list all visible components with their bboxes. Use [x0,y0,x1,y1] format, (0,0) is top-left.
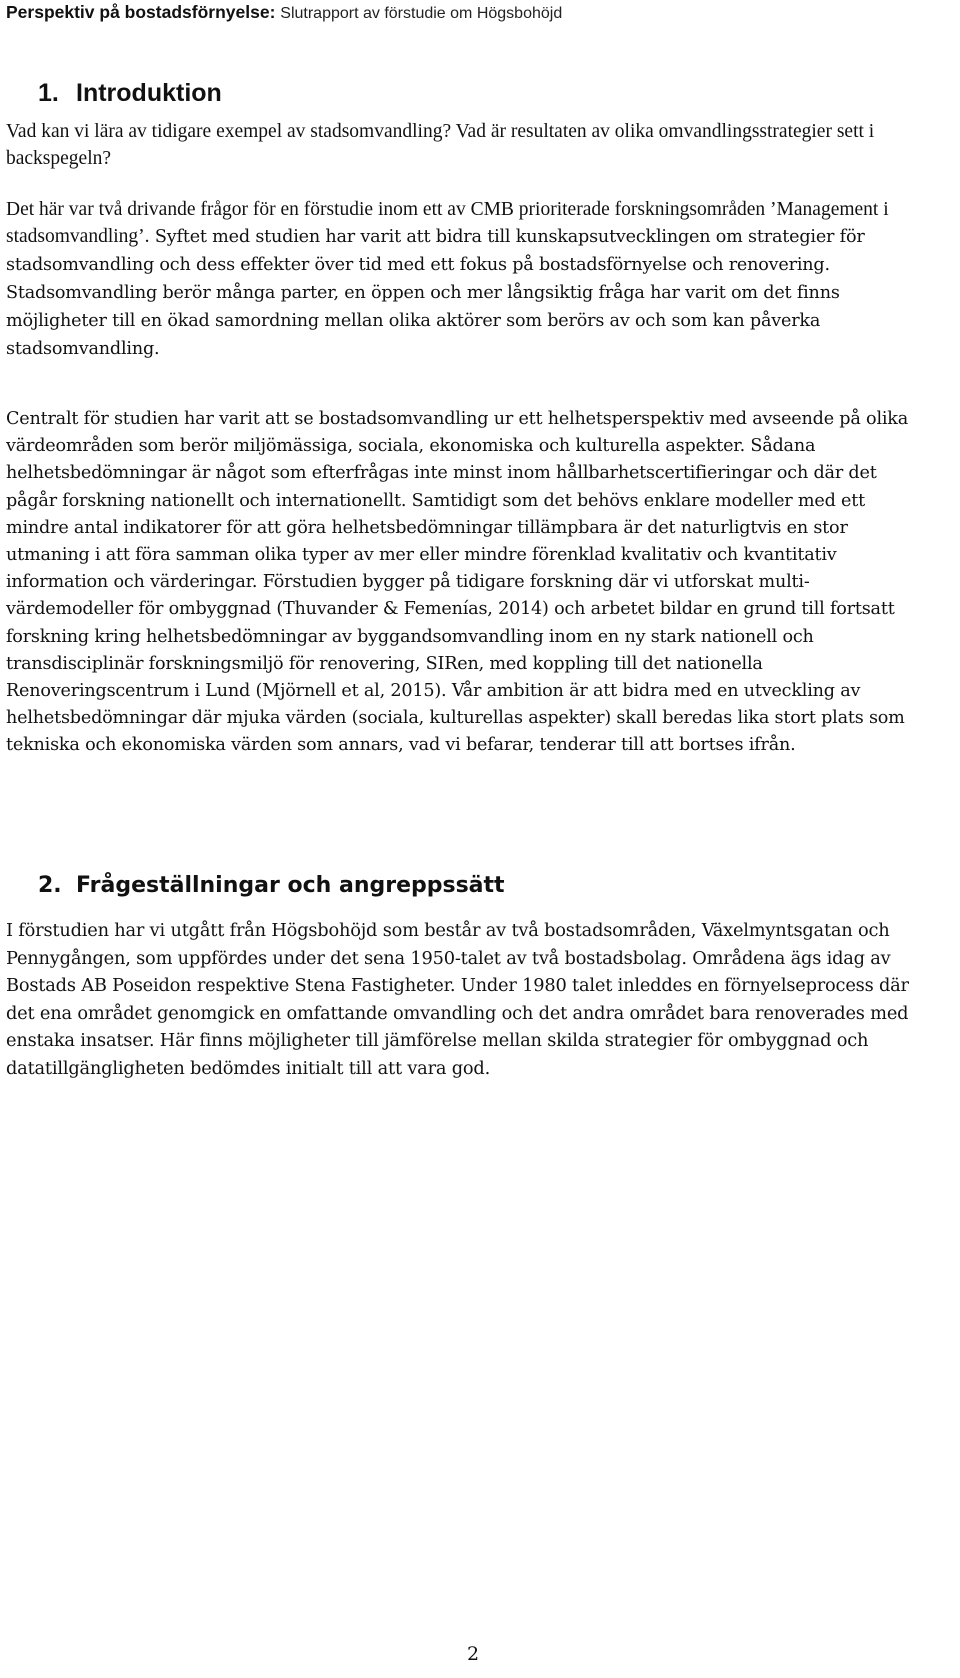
section-heading-fragestallningar [38,871,505,901]
section-number: 1. [38,79,59,107]
section-heading-introduktion [38,77,222,109]
header-title: Perspektiv på bostadsförnyelse: [6,2,276,22]
page-header [6,0,946,26]
section-number: 2. [38,873,62,898]
paragraph-intro-purpose-lead: Det här var två drivande frågor för en förstudie inom ett av CMB prioriterade forskningsområden ’Management i stadsomvandling’. [6,199,889,247]
section-title: Frågeställningar och angreppssätt [76,873,505,898]
paragraph-intro-holistic: Centralt för studien har varit att se bostadsomvandling ur ett helhetsperspektiv med avseende på olika värdeområden som berör miljömässiga, sociala, ekonomiska och kulturella aspekter. Sådana helhetsbedömningar är något som efterfrågas inte minst inom hållbarhetscertifieringar och där det pågår forskning nationellt och internationellt. Samtidigt som det behövs enklare modeller med ett mindre antal indikatorer för att göra helhetsbedömningar tillämpbara är det naturligtvis en stor utmaning i att föra samman olika typer av mer eller mindre förenklad kvalitativ och kvantitativ information och värderingar. Förstudien bygger på tidigare forskning där vi utforskat multi-värdemodeller för ombyggnad (Thuvander & Femenías, 2014) och arbetet bildar en grund till fortsatt forskning kring helhetsbedömningar av byggandsomvandling inom en ny stark nationell och transdisciplinär forskningsmiljö för renovering, SIRen, med koppling till det nationella Renoveringscentrum i Lund (Mjörnell et al, 2015). Vår ambition är att bidra med en utveckling av helhetsbedömningar där mjuka värden (sociala, kulturellas aspekter) skall beredas lika stort plats som tekniska och ekonomiska värden som annars, vad vi befarar, tenderar till att bortses ifrån. [6,409,909,756]
section-title: Introduktion [76,79,222,107]
paragraph-intro-purpose [6,196,931,363]
paragraph-fragestallningar: I förstudien har vi utgått från Högsbohöjd som består av två bostadsområden, Växelmyntsgatan och Pennygången, som uppfördes under det sena 1950-talet av två bostadsbolag. Områdena ägs idag av Bostads AB Poseidon respektive Stena Fastigheter. Under 1980 talet inleddes en förnyelseprocess där det ena området genomgick en omfattande omvandling och det andra området bara renoverades med enstaka insatser. Här finns möjligheter till jämförelse mellan skilda strategier för ombyggnad och datatillgängligheten bedömdes initialt till att vara god. [6,920,909,1079]
page-number: 2 [467,1643,480,1665]
header-subtitle: Slutrapport av förstudie om Högsbohöjd [280,5,563,22]
paragraph-intro-purpose-rest: Syftet med studien har varit att bidra till kunskapsutvecklingen om strategier för stadsomvandling och dess effekter över tid med ett fokus på bostadsförnyelse och renovering. Stadsomvandling berör många parter, en öppen och mer långsiktig fråga har varit om det finns möjligheter till en ökad samordning mellan olika aktörer som berörs av och som kan påverka stadsomvandling. [6,227,865,359]
paragraph-intro-questions: Vad kan vi lära av tidigare exempel av stadsomvandling? Vad är resultaten av olika omvandlingsstrategier sett i backspegeln? [6,121,875,169]
